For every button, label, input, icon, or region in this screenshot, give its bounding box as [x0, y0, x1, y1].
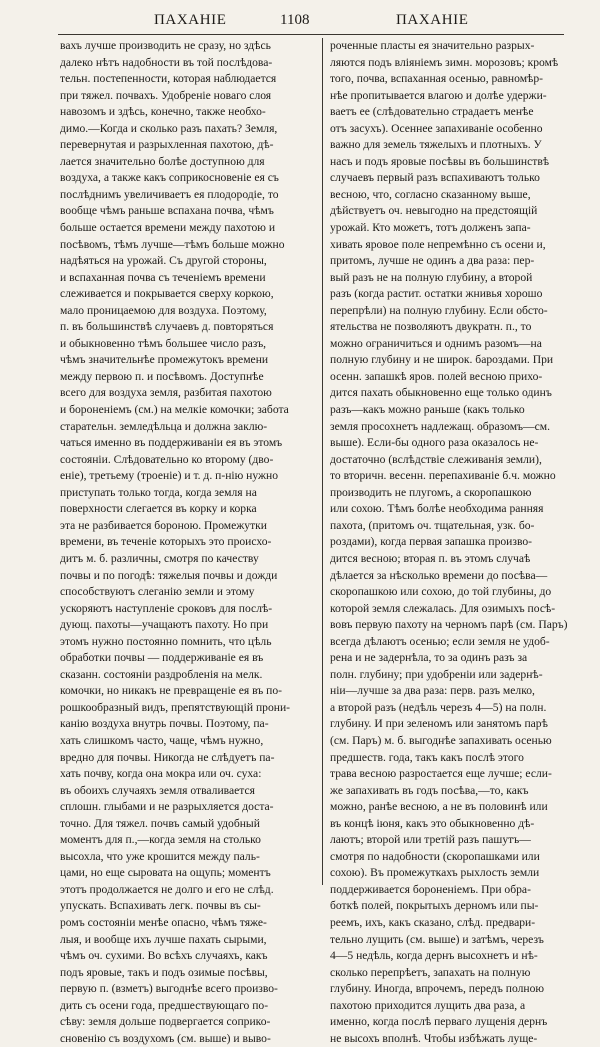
text-line: точно. Для тяжел. почвъ самый удобный [60, 816, 260, 830]
text-line: сновенію съ воздухомъ (см. выше) и выво- [60, 1031, 271, 1045]
text-line: цами, но еще сыровата на ощупь; моментъ [60, 866, 271, 880]
text-line: роченные пласты ея значительно разрых- [330, 39, 535, 52]
text-line: или сохою. Тѣмъ болѣе необходима ранняя [330, 502, 544, 516]
text-line: и бороненіемъ (см.) на мелкіе комочки; забота [60, 403, 289, 417]
text-line: между первою п. и посѣвомъ. Доступнѣе [60, 369, 264, 383]
text-line: дѣлается за нѣсколько времени до посѣва— [330, 568, 548, 582]
text-line: хать почву, когда она мокра или оч. суха: [60, 767, 262, 781]
text-line: комочки, но никакъ не превращеніе ея въ по- [60, 684, 283, 698]
text-line: этомъ нужно постоянно помнить, что цѣль [60, 634, 272, 648]
text-line: дующ. пахоты—учащаютъ пахоту. Но при [60, 618, 269, 632]
text-line: же запахивать въ годъ посѣва,—то, какъ [330, 783, 529, 797]
text-line: въ концѣ іюня, какъ это обыкновенно дѣ- [330, 816, 535, 830]
text-line: скоропашкою или сохою, до той глубины, до [330, 585, 552, 599]
text-line: сплошн. глыбами и не разрыхляется доста- [60, 800, 274, 814]
text-line: можно, ранѣе весною, а не въ половинѣ или [330, 800, 548, 814]
text-line: и обыкновенно тѣмъ большее число разъ, [60, 336, 267, 350]
text-line: рошкообразный видъ, препятствующій прони- [60, 700, 291, 714]
text-line: сѣву: земля дольше подвергается соприко- [60, 1015, 271, 1029]
text-line: дить съ осени года, предшествующаго по- [60, 998, 269, 1012]
text-line: трава весною разростается еще лучше; если- [330, 767, 552, 781]
text-line: именно, когда послѣ перваго лущенія дернъ [330, 1015, 548, 1029]
text-line: можно ограничиться и однимъ разомъ—на [330, 336, 542, 350]
text-line: случаевъ первый разъ вспахиваютъ только [330, 171, 540, 185]
text-line: производить не плугомъ, а скоропашкою [330, 485, 532, 499]
text-line: насъ и подъ яровые посѣвы въ большинствѣ [330, 154, 550, 168]
text-line: упускать. Вспахивать легк. почвы въ сы- [60, 899, 261, 913]
text-line: дѣйствуетъ оч. невыгодно на предстоящій [330, 204, 538, 218]
text-line: перевернутая и разрыхленная пахотою, дѣ- [60, 138, 274, 152]
text-line: состояніи. Слѣдовательно ко второму (дво- [60, 452, 274, 466]
text-line: (см. Паръ) м. б. выгоднѣе запахивать осенью [330, 733, 552, 747]
text-line: обработки почвы — поддерживаніе ея въ [60, 651, 264, 665]
header-left-title: ПАХАНІЕ [154, 12, 227, 28]
text-line: тельн. постепенности, которая наблюдается [60, 72, 277, 86]
text-line: полную глубину и не широк. бароздами. При [330, 353, 554, 367]
text-line: предшеств. года, такъ какъ послѣ этого [330, 750, 524, 764]
text-line: хивать яровое поле непремѣнно съ осени и, [330, 237, 546, 251]
text-line: сколько перепрѣетъ, запахать на полную [330, 965, 531, 979]
text-line: разъ—какъ можно раньше (какъ только [330, 403, 525, 417]
text-line: высохла, что уже крошится между паль- [60, 849, 260, 863]
text-line: ляются подъ вліяніемъ зимн. морозовъ; кромѣ [330, 55, 559, 69]
text-line: полн. глубину; при удобреніи или задернѣ- [330, 667, 543, 681]
text-line: которой земля слежалась. Для озимыхъ посѣ- [330, 601, 556, 615]
text-line: димо.—Когда и сколько разъ пахать? Земля, [60, 121, 278, 135]
text-line: времени, въ теченіе которыхъ это происхо- [60, 535, 272, 549]
text-line: лается значительно болѣе доступною для [60, 154, 265, 168]
text-line: еніе), третьему (троеніе) и т. д. п-нію нужно [60, 469, 279, 483]
text-line: въ обоихъ случаяхъ земля отваливается [60, 783, 255, 797]
text-line: ятельства не позволяютъ двукратн. п., то [330, 320, 532, 334]
text-line: достаточно (вслѣдствіе слеживанія земли), [330, 452, 542, 466]
text-line: перепрѣли) на полную глубину. Если обсто- [330, 303, 548, 317]
text-line: рена и не задернѣла, то за одинъ разъ за [330, 651, 528, 665]
text-line: навозомъ и здѣсь, конечно, также необхо- [60, 105, 266, 119]
text-line: выше). Если-бы одного раза оказалось не- [330, 436, 539, 450]
text-line: хать слишкомъ часто, чаще, чѣмъ нужно, [60, 733, 264, 747]
text-line: мало проницаемою для воздуха. Поэтому, [60, 303, 267, 317]
text-line: того, почва, вспаханная осенью, равномѣр- [330, 72, 544, 86]
text-line: пахотою приходится лущить два раза, а [330, 998, 526, 1012]
text-line: разъ (когда растит. остатки жнивья хорошо [330, 287, 543, 301]
right-column [330, 38, 588, 1047]
text-line: урожай. Кто можетъ, тотъ долженъ запа- [330, 221, 531, 235]
text-line: почвы и по погодѣ: тяжелыя почвы и дожди [60, 568, 278, 582]
text-line: подъ яровые, такъ и подъ озимые посѣвы, [60, 965, 268, 979]
text-line: этотъ продолжается не долго и его не слѣд. [60, 882, 274, 896]
text-line: весною, что, согласно сказанному выше, [330, 187, 531, 201]
text-line: реемъ, ихъ, какъ сказано, слѣд. предвари- [330, 915, 536, 929]
text-line: глубину. И при зеленомъ или занятомъ парѣ [330, 717, 548, 731]
text-line: дится пахать обыкновенно еще только одинъ [330, 386, 552, 400]
text-line: ваетъ ее (слѣдовательно страдаетъ менѣе [330, 105, 534, 119]
text-line: вахъ лучше производить не сразу, но здѣсь [60, 39, 271, 52]
text-line: посѣвомъ, тѣмъ лучше—тѣмъ больше можно [60, 237, 285, 251]
text-line: 4—5 недѣль, когда дернъ высохнетъ и нѣ- [330, 949, 538, 963]
text-line: старательн. земледѣльца и должна заклю- [60, 419, 268, 433]
text-line: поддерживается бороненіемъ. При обра- [330, 882, 531, 896]
text-line: вредно для почвы. Никогда не слѣдуетъ па- [60, 750, 275, 764]
text-line: больше остается времени между пахотою и [60, 221, 276, 235]
text-line: первую п. (взметъ) выгоднѣе всего произво- [60, 982, 278, 996]
text-line: всего для воздуха земля, разбитая пахотою [60, 386, 272, 400]
text-line: притомъ, лучше не одинъ а два раза: пер- [330, 254, 535, 268]
text-line: сохою). Въ промежуткахъ рыхлость земли [330, 866, 540, 880]
text-line: не высохъ вполнѣ. Чтобы избѣжать луще- [330, 1031, 538, 1045]
text-line: а второй разъ (недѣль черезъ 4—5) на полн. [330, 700, 547, 714]
text-line: тельно лущить (см. выше) и затѣмъ, черезъ [330, 932, 544, 946]
text-line: чаться именно въ поддерживаніи ея въ этомъ [60, 436, 283, 450]
text-line: всегда дѣлаютъ осенью; если земля не удоб- [330, 634, 550, 648]
text-line: чѣмъ значительнѣе промежутокъ времени [60, 353, 269, 367]
page-number: 1108 [280, 12, 310, 28]
text-line: дится весною; вторая п. въ этомъ случаѣ [330, 551, 531, 565]
text-line: чѣмъ оч. сухими. Во всѣхъ случаяхъ, какъ [60, 949, 268, 963]
column-divider [322, 38, 323, 885]
text-line: отъ засухъ). Осеннее запахиваніе особенно [330, 121, 543, 135]
header-rule [58, 34, 564, 35]
running-header [0, 8, 600, 34]
header-right-title: ПАХАНІЕ [396, 12, 469, 28]
text-line: глубину. Иногда, впрочемъ, передъ полною [330, 982, 545, 996]
text-line: сказанн. состояніи раздробленія на мелк. [60, 667, 263, 681]
text-line: нѣе пропитывается влагою и долѣе удержи- [330, 88, 547, 102]
text-line: слеживается и покрывается сверху коркою, [60, 287, 274, 301]
text-line: воздуха, а также какъ соприкосновеніе ея съ [60, 171, 279, 185]
text-line: то вторичн. весенн. перепахиваніе б.ч. можно [330, 469, 556, 483]
left-column [60, 38, 316, 1047]
text-line: канію воздуха внутрь почвы. Поэтому, па- [60, 717, 269, 731]
text-line: ніи—лучше за два раза: перв. разъ мелко, [330, 684, 535, 698]
text-line: лыя, и вообще ихъ лучше пахать сырыми, [60, 932, 267, 946]
text-line: ромъ состояніи менѣе опасно, чѣмъ тяже- [60, 915, 267, 929]
text-line: лаютъ; второй или третій разъ пашутъ— [330, 833, 531, 847]
text-line: приступать только тогда, когда земля на [60, 485, 257, 499]
text-line: боткѣ полей, покрытыхъ дерномъ или пы- [330, 899, 539, 913]
text-line: эта не разбивается бороною. Промежутки [60, 518, 267, 532]
text-line: земля просохнетъ надлежащ. образомъ—см. [330, 419, 551, 433]
text-line: поверхности слегается въ корку и корка [60, 502, 257, 516]
text-line: и вспаханная почва съ теченіемъ времени [60, 270, 266, 284]
text-line: вый разъ не на полную глубину, а второй [330, 270, 533, 284]
text-line: пахота, (притомъ оч. тщательная, узк. бо- [330, 518, 535, 532]
text-line: важно для земель тяжелыхъ и плотныхъ. У [330, 138, 542, 152]
text-line: при тяжел. почвахъ. Удобреніе новаго слоя [60, 88, 272, 102]
text-line: осенн. запашкѣ яров. полей весною прихо- [330, 369, 543, 383]
text-line: надѣяться на урожай. Съ другой стороны, [60, 254, 267, 268]
text-line: п. въ большинствѣ случаевъ д. повторяться [60, 320, 274, 334]
text-line: дитъ м. б. различны, смотря по качеству [60, 551, 259, 565]
text-line: ускоряютъ наступленіе сроковъ для послѣ- [60, 601, 273, 615]
text-line: вообще чѣмъ раньше вспахана почва, чѣмъ [60, 204, 274, 218]
text-line: способствуютъ слеганію земли и этому [60, 585, 255, 599]
text-line: моментъ для п.,—когда земля на столько [60, 833, 261, 847]
text-line: роздами), когда первая запашка произво- [330, 535, 533, 549]
text-line: послѣднимъ увеличиваетъ ея плодородіе, то [60, 187, 279, 201]
text-line: вовъ первую пахоту на черномъ парѣ (см. Паръ) [330, 618, 568, 632]
text-line: далеко нѣтъ надобности въ той послѣдова- [60, 55, 273, 69]
text-line: смотря по надобности (скоропашками или [330, 849, 540, 863]
